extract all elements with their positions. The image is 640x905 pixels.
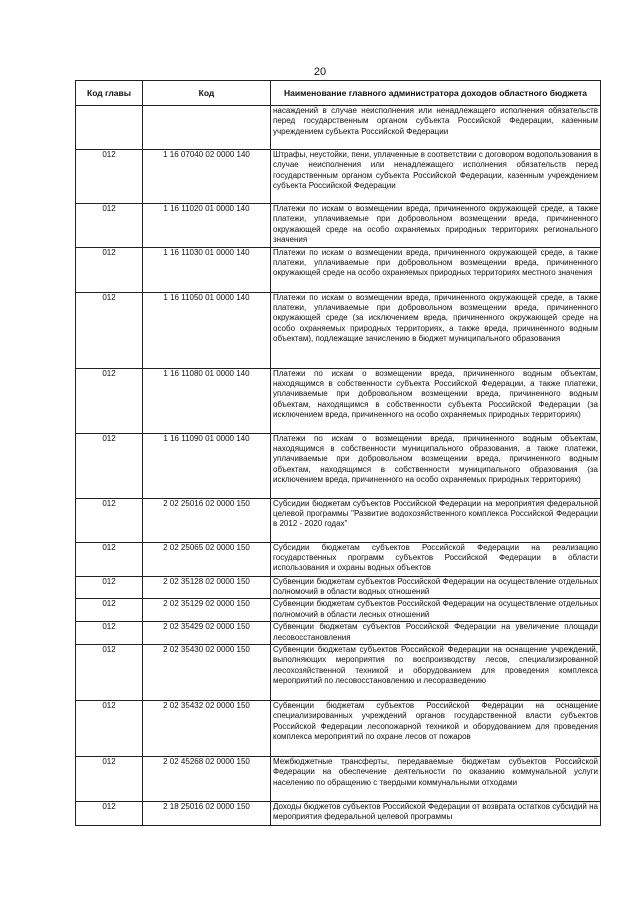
code-cell: 2 02 45268 02 0000 150 — [143, 757, 271, 802]
code-cell: 2 02 25065 02 0000 150 — [143, 542, 271, 576]
code-cell: 1 16 11030 01 0000 140 — [143, 247, 271, 292]
code-cell: 1 16 11050 01 0000 140 — [143, 292, 271, 368]
name-cell: Платежи по искам о возмещении вреда, причиненного окружающей среде, а также платежи, уплачиваемые при добровольном возмещении вреда, причиненного окружающей среде (за исключением вреда, причиненного окружающей среде на особо охраняемых природных территориях, а также вреда, причиненного водным объектам), подлежащие зачислению в бюджет муниципального образования — [271, 292, 601, 368]
chapter-code-cell: 012 — [76, 757, 143, 802]
code-cell: 2 02 35429 02 0000 150 — [143, 622, 271, 645]
code-cell: 1 16 11090 01 0000 140 — [143, 433, 271, 498]
chapter-code-cell: 012 — [76, 645, 143, 701]
code-cell: 2 02 35128 02 0000 150 — [143, 576, 271, 599]
table-row — [76, 204, 601, 248]
chapter-code-cell: 012 — [76, 802, 143, 826]
table-row — [76, 622, 601, 645]
name-cell: Субвенции бюджетам субъектов Российской Федерации на осуществление отдельных полномочий в области лесных отношений — [271, 599, 601, 622]
table-row — [76, 106, 601, 150]
table-row — [76, 150, 601, 204]
table-row — [76, 802, 601, 826]
chapter-code-cell: 012 — [76, 204, 143, 248]
code-cell: 2 02 35129 02 0000 150 — [143, 599, 271, 622]
table-row — [76, 368, 601, 433]
table-row — [76, 542, 601, 576]
chapter-code-cell — [76, 106, 143, 150]
name-cell: Субсидии бюджетам субъектов Российской Федерации на реализацию государственных программ субъектов Российской Федерации в области использования и охраны водных объектов — [271, 542, 601, 576]
name-cell: Субвенции бюджетам субъектов Российской Федерации на оснащение специализированных учреждений органов государственной власти субъектов Российской Федерации лесопожарной техникой и оборудованием для проведения комплекса мероприятий по охране лесов от пожаров — [271, 701, 601, 757]
name-cell: Субвенции бюджетам субъектов Российской Федерации на осуществление отдельных полномочий в области водных отношений — [271, 576, 601, 599]
table-row — [76, 757, 601, 802]
header-administrator-name: Наименование главного администратора доходов областного бюджета — [271, 81, 601, 106]
chapter-code-cell: 012 — [76, 150, 143, 204]
code-cell: 2 02 35430 02 0000 150 — [143, 645, 271, 701]
table-row — [76, 599, 601, 622]
name-cell: Платежи по искам о возмещении вреда, причиненного окружающей среде, а также платежи, уплачиваемые при добровольном возмещении вреда, причиненного окружающей среде на особо охраняемых природных территориях регионального значения — [271, 204, 601, 248]
code-cell: 2 02 25016 02 0000 150 — [143, 498, 271, 542]
page-number: 20 — [313, 66, 327, 78]
table-row — [76, 701, 601, 757]
chapter-code-cell: 012 — [76, 498, 143, 542]
header-chapter-code: Код главы — [76, 81, 143, 106]
name-cell: насаждений в случае неисполнения или ненадлежащего исполнения обязательств перед государственным органом субъекта Российской Федерации, казенным учреждением субъекта Российской Федерации — [271, 106, 601, 150]
chapter-code-cell: 012 — [76, 599, 143, 622]
name-cell: Субвенции бюджетам субъектов Российской Федерации на оснащение учреждений, выполняющих мероприятия по воспроизводству лесов, специализированной лесохозяйственной техникой и оборудованием для проведения комплекса мероприятий по лесовосстановлению и лесоразведению — [271, 645, 601, 701]
table-row — [76, 433, 601, 498]
name-cell: Платежи по искам о возмещении вреда, причиненного водным объектам, находящимся в собственности муниципального образования, а также платежи, уплачиваемые при добровольном возмещении вреда, причиненного водным объектам, находящимся в собственности муниципального образования (за исключением вреда, причиненного на особо охраняемых природных территориях) — [271, 433, 601, 498]
name-cell: Субсидии бюджетам субъектов Российской Федерации на мероприятия федеральной целевой программы "Развитие водохозяйственного комплекса Российской Федерации в 2012 - 2020 годах" — [271, 498, 601, 542]
chapter-code-cell: 012 — [76, 576, 143, 599]
code-cell — [143, 106, 271, 150]
code-cell: 1 16 11020 01 0000 140 — [143, 204, 271, 248]
code-cell: 2 18 25016 02 0000 150 — [143, 802, 271, 826]
code-cell: 2 02 35432 02 0000 150 — [143, 701, 271, 757]
name-cell: Доходы бюджетов субъектов Российской Федерации от возврата остатков субсидий на мероприятия федеральной целевой программы — [271, 802, 601, 826]
table-row — [76, 576, 601, 599]
chapter-code-cell: 012 — [76, 433, 143, 498]
name-cell: Платежи по искам о возмещении вреда, причиненного водным объектам, находящимся в собственности субъекта Российской Федерации, а также платежи, уплачиваемые при добровольном возмещении вреда, причиненного водным объектам, находящимся в собственности субъекта Российской Федерации (за исключением вреда, причиненного на особо охраняемых природных территориях) — [271, 368, 601, 433]
chapter-code-cell: 012 — [76, 701, 143, 757]
name-cell: Штрафы, неустойки, пени, уплаченные в соответствии с договором водопользования в случае неисполнения или ненадлежащего исполнения обязательств перед государственным органом субъекта Российской Федерации, казенным учреждением субъекта Российской Федерации — [271, 150, 601, 204]
header-code: Код — [143, 81, 271, 106]
chapter-code-cell: 012 — [76, 292, 143, 368]
table-row — [76, 645, 601, 701]
table-row — [76, 498, 601, 542]
name-cell: Межбюджетные трансферты, передаваемые бюджетам субъектов Российской Федерации на обеспечение деятельности по оказанию коммунальной услуги населению по обращению с твердыми коммунальными отходами — [271, 757, 601, 802]
revenue-administrators-table — [75, 80, 601, 826]
code-cell: 1 16 11080 01 0000 140 — [143, 368, 271, 433]
chapter-code-cell: 012 — [76, 247, 143, 292]
chapter-code-cell: 012 — [76, 368, 143, 433]
code-cell: 1 16 07040 02 0000 140 — [143, 150, 271, 204]
table-row — [76, 247, 601, 292]
name-cell: Платежи по искам о возмещении вреда, причиненного окружающей среде, а также платежи, уплачиваемые при добровольном возмещении вреда, причиненного окружающей среде на особо охраняемых природных территориях местного значения — [271, 247, 601, 292]
table-header-row — [76, 81, 601, 106]
table-row — [76, 292, 601, 368]
chapter-code-cell: 012 — [76, 622, 143, 645]
name-cell: Субвенции бюджетам субъектов Российской Федерации на увеличение площади лесовосстановления — [271, 622, 601, 645]
chapter-code-cell: 012 — [76, 542, 143, 576]
